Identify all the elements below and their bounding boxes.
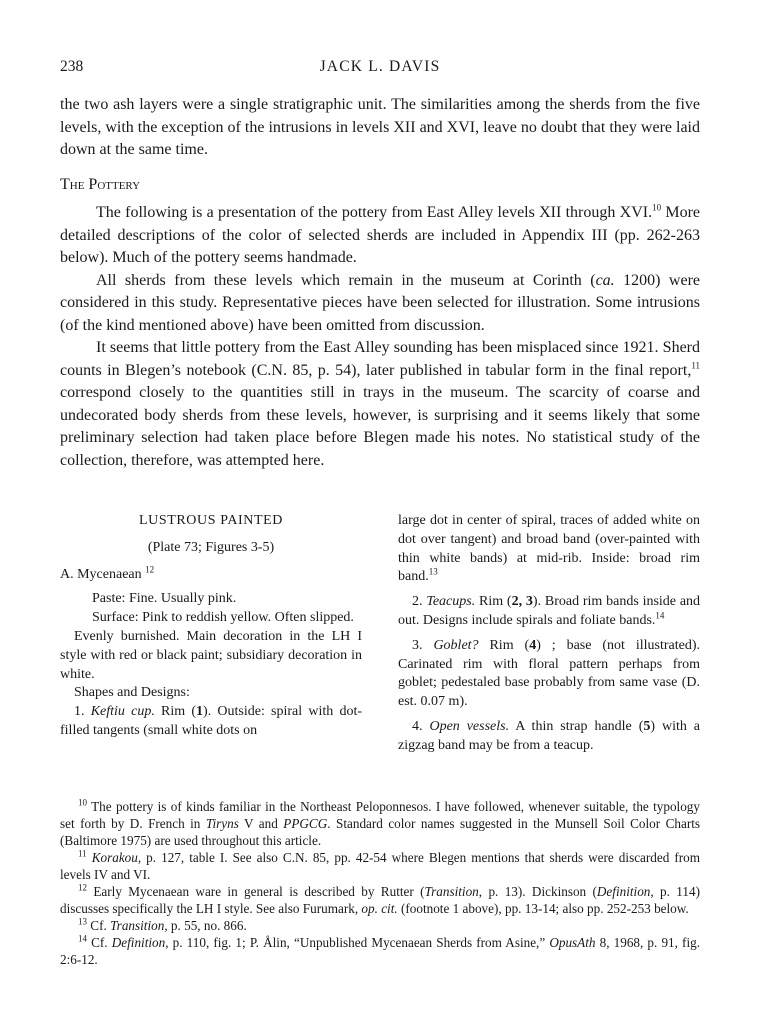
- column-heading-lustrous-painted: LUSTROUS PAINTED: [138, 513, 284, 528]
- footnote-12-italic-transition: Transition: [424, 884, 479, 899]
- item-4-number: 4.: [412, 718, 430, 734]
- footnote-10-number: 10: [78, 797, 87, 808]
- paste-description: Paste: Fine. Usually pink.: [92, 591, 237, 607]
- catalogue-item-4: [398, 718, 700, 756]
- footnote-13: [60, 917, 700, 934]
- footnote-10-text-c: . Standard color names suggested in the Munsell Soil Color Charts (Baltimore 1975) are used throughout this article.: [60, 816, 701, 848]
- footnote-13-italic-transition: Transition: [110, 918, 165, 933]
- footnote-11-text: , p. 127, table I. See also C.N. 85, pp. 42-54 where Blegen mentions that sherds were discarded from levels IV and VI.: [60, 850, 700, 882]
- footnote-13-text: Cf.: [87, 918, 111, 933]
- footnotes: [60, 798, 700, 968]
- p1-text-cont: More detailed descriptions of the color of selected sherds are included in Appendix III (pp. 262-263 below). Much of the pottery seems handmade.: [60, 204, 701, 266]
- footnote-10: [60, 798, 700, 849]
- footnote-11-italic-korakou: Korakou: [91, 850, 138, 865]
- footnote-ref-11: 11: [691, 360, 700, 371]
- footnote-12: [60, 883, 700, 917]
- item-1-text: ). Outside: spiral with dot-filled tangents (small white dots on: [60, 704, 362, 738]
- burnish-description: Evenly burnished. Main decoration in the LH I style with red or black paint; subsidiary decoration in white.: [60, 628, 362, 682]
- catalogue-item-1-continued: [398, 512, 700, 587]
- item-2-text: ). Broad rim bands inside and out. Designs include spirals and foliate bands.: [398, 594, 701, 628]
- item-2-figure-ref: 2, 3: [511, 594, 533, 610]
- item-4-text-cont: ) with a zigzag band may be from a teacup.: [398, 718, 701, 753]
- item-3-text: ) ; base (not illustrated). Carinated rim with floral pattern perhaps from goblet; pedestaled base probably from same vase (D. est. 0.07 m).: [398, 637, 701, 710]
- p2-italic-ca: ca.: [595, 271, 615, 289]
- footnote-11-number: 11: [78, 848, 87, 859]
- footnote-12-italic-opcit: op. cit.: [361, 901, 398, 916]
- p3-text-cont: correspond closely to the quantities still in trays in the museum. The scarcity of coarse and undecorated body sherds from these levels, however, is surprising and it seems likely that some preliminary selection had taken place before Blegen made his notes. No statistical study of the collection, therefore, was attempted here.: [60, 384, 700, 469]
- pottery-paragraph-2: [60, 270, 700, 338]
- item-1-number: 1.: [74, 704, 91, 720]
- footnote-14-italic-opusath: OpusAth: [549, 935, 596, 950]
- catalogue-item-3: [398, 637, 700, 712]
- footnote-14-text: Cf.: [87, 935, 112, 950]
- subheading-text: A. Mycenaean: [60, 566, 142, 582]
- p1-text: The following is a presentation of the pottery from East Alley levels XII through XVI.: [96, 204, 653, 221]
- footnote-13-number: 13: [78, 916, 87, 927]
- plate-reference: (Plate 73; Figures 3-5): [147, 539, 275, 555]
- footnote-10-italic-tiryns: Tiryns: [205, 816, 239, 831]
- running-author: JACK L. DAVIS: [319, 58, 441, 75]
- item-3-number: 3.: [412, 637, 434, 653]
- footnote-ref-14: 14: [655, 610, 665, 621]
- left-column: [60, 512, 362, 741]
- footnote-11: [60, 849, 700, 883]
- footnote-10-text: The pottery is of kinds familiar in the Northeast Peloponnesos. I have followed, whenever suitable, the typology set forth by D. French in: [60, 799, 700, 831]
- catalogue-item-2: [398, 593, 700, 631]
- footnote-10-italic-ppgcg: PPGCG: [283, 816, 328, 831]
- pottery-paragraph-3: [60, 337, 700, 472]
- footnote-10-text-b: V and: [238, 816, 284, 831]
- footnote-ref-10: 10: [652, 202, 662, 213]
- footnote-12-text-d: (footnote 1 above), pp. 13-14; also pp. 252-253 below.: [397, 901, 689, 916]
- footnote-12-italic-definition: Definition: [596, 884, 651, 899]
- item-2-number: 2.: [412, 594, 427, 610]
- footnote-14-italic-definition: Definition: [111, 935, 166, 950]
- item-1-name: Keftiu cup.: [90, 704, 155, 720]
- item-2-name: Teacups.: [426, 594, 476, 610]
- subheading-mycenaean: [60, 563, 362, 585]
- item-1-continued-text: large dot in center of spiral, traces of added white on dot over tangent) and broad band (over-painted with thin white bands) at mid-rib. Inside: broad rim band.: [398, 513, 700, 585]
- footnote-ref-12: 12: [145, 563, 155, 574]
- shapes-heading: Shapes and Designs:: [74, 685, 190, 701]
- item-3-rim: Rim (: [478, 637, 530, 653]
- p2-text-cont: 1200) were considered in this study. Representative pieces have been selected for illustration. Some intrusions (of the kind mentioned above) have been omitted from discussion.: [60, 271, 700, 334]
- surface-description: Surface: Pink to reddish yellow. Often slipped.: [92, 610, 354, 626]
- right-column: [398, 512, 700, 756]
- footnote-14-number: 14: [78, 933, 87, 944]
- item-4-figure-ref: 5: [643, 718, 651, 734]
- footnote-14: [60, 934, 700, 968]
- page-number: 238: [60, 58, 84, 75]
- footnote-12-text: Early Mycenaean ware in general is described by Rutter (: [87, 884, 425, 899]
- item-1-rim: Rim (: [154, 704, 197, 720]
- main-text: [60, 94, 700, 472]
- footnote-12-text-b: , p. 13). Dickinson (: [478, 884, 597, 899]
- footnote-ref-13: 13: [428, 566, 438, 577]
- running-header: [60, 58, 700, 82]
- item-1-figure-ref: 1: [196, 704, 204, 720]
- pottery-paragraph-1: [60, 202, 700, 270]
- footnote-13-text-b: , p. 55, no. 866.: [164, 918, 247, 933]
- item-4-text: A thin strap handle (: [509, 718, 644, 734]
- intro-paragraph: the two ash layers were a single stratigraphic unit. The similarities among the sherds from the five levels, with the exception of the intrusions in levels XII and XVI, leave no doubt that they were laid down at the same time.: [60, 96, 700, 158]
- item-2-rim: Rim (: [475, 594, 512, 610]
- catalogue-item-1: [60, 703, 362, 741]
- footnote-14-text-b: , p. 110, fig. 1; P. Ålin, “Unpublished Mycenaean Sherds from Asine,”: [165, 935, 550, 950]
- item-3-figure-ref: 4: [529, 637, 537, 653]
- footnote-12-text-c: , p. 114) discusses specifically the LH I style. See also Furumark,: [60, 884, 700, 916]
- footnote-14-text-c: 8, 1968, p. 91, fig. 2:6-12.: [60, 935, 701, 967]
- section-heading-pottery: The Pottery: [60, 175, 141, 193]
- p2-text: All sherds from these levels which remain in the museum at Corinth (: [96, 271, 596, 289]
- footnote-12-number: 12: [78, 882, 87, 893]
- p3-text: It seems that little pottery from the East Alley sounding has been misplaced since 1921. Sherd counts in Blegen’s notebook (C.N. 85, p. 54), later published in tabular form in the final report,: [60, 339, 700, 379]
- item-3-name: Goblet?: [433, 637, 479, 653]
- item-4-name: Open vessels.: [429, 718, 510, 734]
